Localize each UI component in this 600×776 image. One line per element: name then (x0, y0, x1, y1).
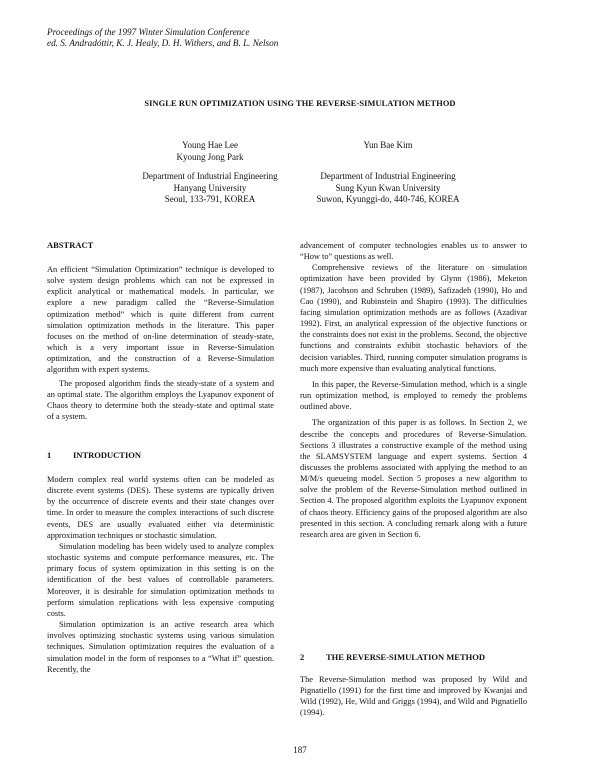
affiliation-line: Hanyang University (173, 182, 247, 193)
author-block-right (288, 140, 488, 152)
body-paragraph: Simulation optimization is an active research area which involves optimizing stochastic systems using various simulation techniques. Simulation optimization requires the evaluation of a simulation model in the form of responses to a “What if” question. Recently, the (47, 620, 274, 674)
abstract-paragraph: The proposed algorithm finds the steady-state of a system and an optimal state. The algorithm employs the Lyapunov exponent of Chaos theory to determine both the steady-state and optimal state of a system. (47, 378, 274, 422)
affiliation-line: Department of Industrial Engineering (142, 171, 278, 181)
section-title: THE REVERSE-SIMULATION METHOD (326, 652, 486, 662)
affiliation-line: Suwon, Kyunggi-do, 440-746, KOREA (316, 194, 460, 204)
affiliation-line: Sung Kyun Kwan University (335, 182, 441, 193)
body-paragraph: The Reverse-Simulation method was proposed by Wild and Pignatiello (1991) for the first time and improved by Kwanjai and Wild (1992), He, Wild and Griggs (1994), and Wild and Pignatiello (1994). (300, 675, 527, 718)
section-number: 1 (47, 450, 52, 460)
author-name: Kyoung Jong Park (176, 151, 244, 162)
page-number: 187 (293, 745, 307, 755)
abstract-text (47, 264, 274, 422)
author-name: Young Hae Lee (181, 140, 239, 150)
paper-title: SINGLE RUN OPTIMIZATION USING THE REVERSE-SIMULATION METHOD (144, 99, 456, 108)
author-name: Yun Bae Kim (363, 140, 413, 150)
section-number: 2 (300, 652, 305, 662)
affiliation-left (110, 171, 310, 206)
author-block-left (110, 140, 310, 163)
abstract-paragraph: An efficient “Simulation Optimization” technique is developed to solve system design problems which can not be expressed in explicit analytical or mathematical models. In particular, we explore a new paradigm called the “Reverse-Simulation optimization method” which is quite different from current simulation optimization methods in the literature. This paper focuses on the method of on-line determination of steady-state, which is a very important issue in Reverse-Simulation optimization, and the construction of a Reverse-Simulation algorithm with expert systems. (47, 265, 274, 375)
introduction-text (47, 474, 274, 675)
section-1-heading (47, 450, 141, 460)
affiliation-line: Seoul, 133-791, KOREA (164, 194, 256, 204)
body-paragraph: Modern complex real world systems often can be modeled as discrete event systems (DES). These systems are typically driven by the occurrence of discrete events and their state changes over time. In order to measure the complex interactions of such discrete events, DES are usually evaluated either via deterministic approximation techniques or stochastic simulation. (47, 475, 274, 540)
body-paragraph: In this paper, the Reverse-Simulation method, which is a single run optimization method, is employed to remedy the problems outlined above. (300, 379, 527, 412)
affiliation-right (288, 171, 488, 206)
abstract-heading: ABSTRACT (47, 240, 94, 250)
right-column-text (300, 240, 527, 540)
affiliation-line: Department of Industrial Engineering (320, 171, 456, 181)
body-paragraph: advancement of computer technologies enables us to answer to “How to” questions as well. (300, 241, 527, 262)
body-paragraph: Simulation modeling has been widely used to analyze complex stochastic systems and compute performance measures, etc. The primary focus of system optimization in this setting is on the identification of the best values of controllable parameters. Moreover, it is desirable for simulation optimization methods to perform simulation replications with less expensive computing costs. (47, 541, 274, 618)
body-paragraph: Comprehensive reviews of the literature on simulation optimization have been provided by Glynn (1986), Meketon (1987), Jacobson and Schruben (1989), Safizadeh (1990), Ho and Cao (1990), and Rubinstein and Shapiro (1993). The difficulties facing simulation optimization methods are as follows (Azadivar 1992). First, an analytical expression of the objective functions or the constraints does not exist in the problems. Second, the objective functions and constraints exhibit stochastic behaviors of the decision variables. Third, running computer simulation programs is much more expensive than evaluating analytical functions. (300, 263, 527, 373)
section-title: INTRODUCTION (73, 450, 142, 460)
editors-header: ed. S. Andradóttir, K. J. Healy, D. H. Withers, and B. L. Nelson (47, 38, 279, 48)
body-paragraph: The organization of this paper is as follows. In Section 2, we describe the concepts and procedures of Reverse-Simulation. Sections 3 illustrates a constructive example of the method using the SLAMSYSTEM language and expert systems. Section 4 discusses the problems associated with applying the method to an M/M/s queueing model. Section 5 proposes a new algorithm to solve the problem of the Reverse-Simulation method outlined in Section 4. The proposed algorithm exploits the Lyapunov exponent of chaos theory. Efficiency gains of the proposed algorithm are also presented in this section. A concluding remark along with a future research area are given in Section 6. (300, 418, 527, 539)
section-2-text (300, 674, 527, 719)
proceedings-header: Proceedings of the 1997 Winter Simulation Conference (47, 27, 250, 37)
section-2-heading (300, 652, 485, 662)
